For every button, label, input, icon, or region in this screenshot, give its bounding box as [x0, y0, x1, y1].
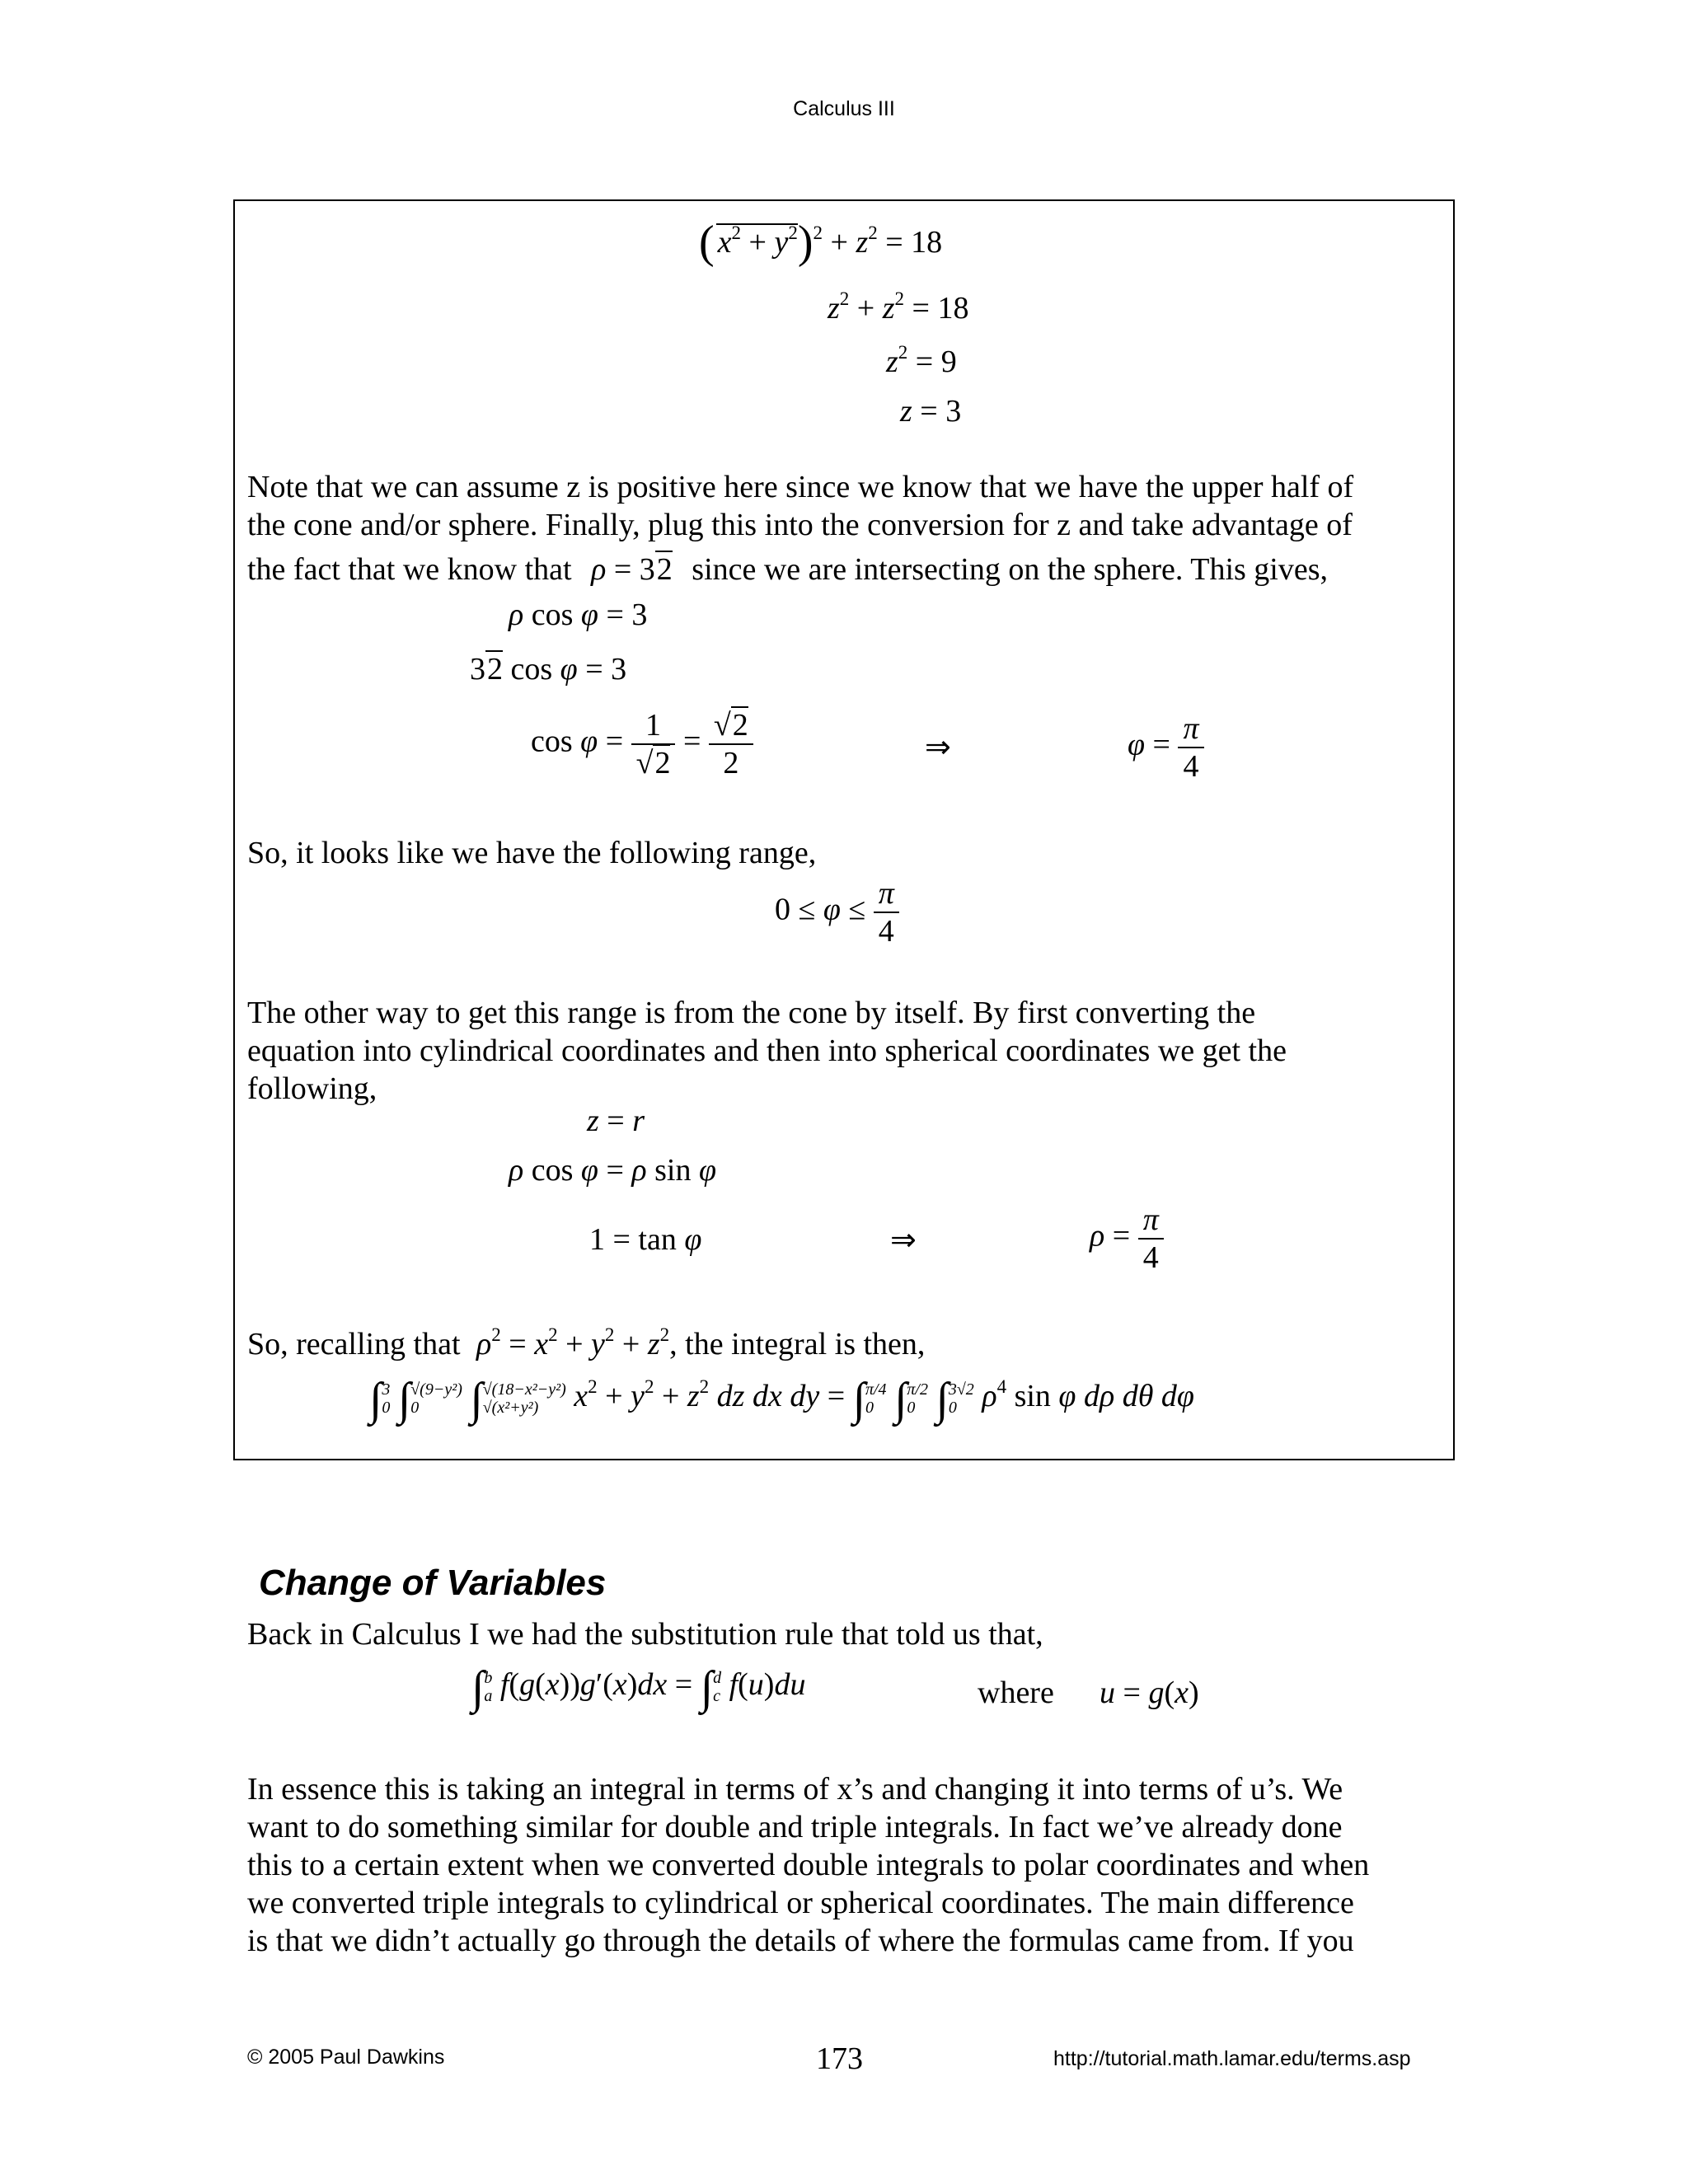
equation-c1: z = r	[587, 1104, 645, 1138]
substitution-rule-equation: ∫ b a f(g(x))g′(x)dx = ∫ d c f(u)du	[471, 1662, 806, 1713]
paragraph-line: equation into cylindrical coordinates and then into spherical coordinates we get the	[247, 1033, 1287, 1068]
equation-c4: ρ = $\frac{\pi}{4}$	[1090, 1202, 1164, 1276]
paragraph-line: following,	[247, 1071, 377, 1106]
paragraph-line: is that we didn’t actually go through the details of where the formulas came from. If you	[247, 1924, 1354, 1958]
paragraph-line: Back in Calculus I we had the substitution rule that told us that,	[247, 1617, 1043, 1652]
page-number: 173	[816, 2041, 863, 2076]
where-text: where	[978, 1675, 1054, 1710]
equation-b3: cos φ = $\frac{1}{√2}$ = $\frac{√2}{2}$	[531, 707, 753, 781]
paragraph-line: The other way to get this range is from the cone by itself. By first converting the	[247, 996, 1256, 1030]
paragraph-line: the cone and/or sphere. Finally, plug this into the conversion for z and take advantage of	[247, 508, 1353, 542]
substitution-equation: u = g(x)	[1100, 1675, 1199, 1710]
paragraph-line: we converted triple integrals to cylindrical or spherical coordinates. The main difference	[247, 1886, 1354, 1920]
equation-a3: $z^2 = 9$	[886, 342, 957, 379]
equation-a2: $z^2 + z^2 = 18$	[828, 288, 969, 326]
implies-arrow: ⇒	[925, 730, 951, 765]
footer-copyright: © 2005 Paul Dawkins	[247, 2046, 445, 2069]
equation-a1: ( $x^2 + y^2)^2 + z^2 = 18$	[699, 217, 943, 268]
equation-range: 0 ≤ φ ≤ $\frac{\pi}{4}$	[775, 875, 899, 949]
integral-equation: ∫ 3 0 ∫ √(9−y²) 0 ∫ √(18−x²−y²) √(x²+y²) $x^2 + y^2 + z^2$ dz dx dy = ∫ π/4 0 ∫ π/2 0 ∫ 3√2 0 $\rho^4$ sin φ dρ dθ dφ	[369, 1374, 1194, 1425]
section-heading: Change of Variables	[259, 1563, 607, 1603]
paragraph-line: Note that we can assume z is positive here since we know that we have the upper half of	[247, 470, 1354, 504]
paragraph-line: So, recalling that $\rho^2 = x^2 + y^2 + z^2$, the integral is then,	[247, 1324, 926, 1361]
paragraph-line: this to a certain extent when we converted double integrals to polar coordinates and when	[247, 1848, 1370, 1882]
paragraph-line: the fact that we know that ρ = 32 since we are intersecting on the sphere. This gives,	[247, 552, 1329, 587]
implies-arrow: ⇒	[890, 1223, 917, 1258]
equation-b1: ρ cos φ = 3	[509, 598, 648, 632]
equation-a4: z = 3	[900, 394, 962, 429]
example-box	[233, 199, 1455, 1460]
paragraph-line: want to do something similar for double and triple integrals. In fact we’ve already done	[247, 1810, 1343, 1844]
equation-b2: 32 cos φ = 3	[470, 652, 627, 687]
equation-c2: ρ cos φ = ρ sin φ	[509, 1153, 717, 1188]
footer-url[interactable]: http://tutorial.math.lamar.edu/terms.asp	[1053, 2047, 1411, 2070]
equation-b4: φ = $\frac{\pi}{4}$	[1128, 710, 1204, 785]
paragraph-line: So, it looks like we have the following range,	[247, 836, 817, 870]
page-header: Calculus III	[793, 97, 895, 120]
equation-c3: 1 = tan φ	[589, 1222, 702, 1257]
paragraph-line: In essence this is taking an integral in terms of x’s and changing it into terms of u’s. We	[247, 1772, 1343, 1807]
